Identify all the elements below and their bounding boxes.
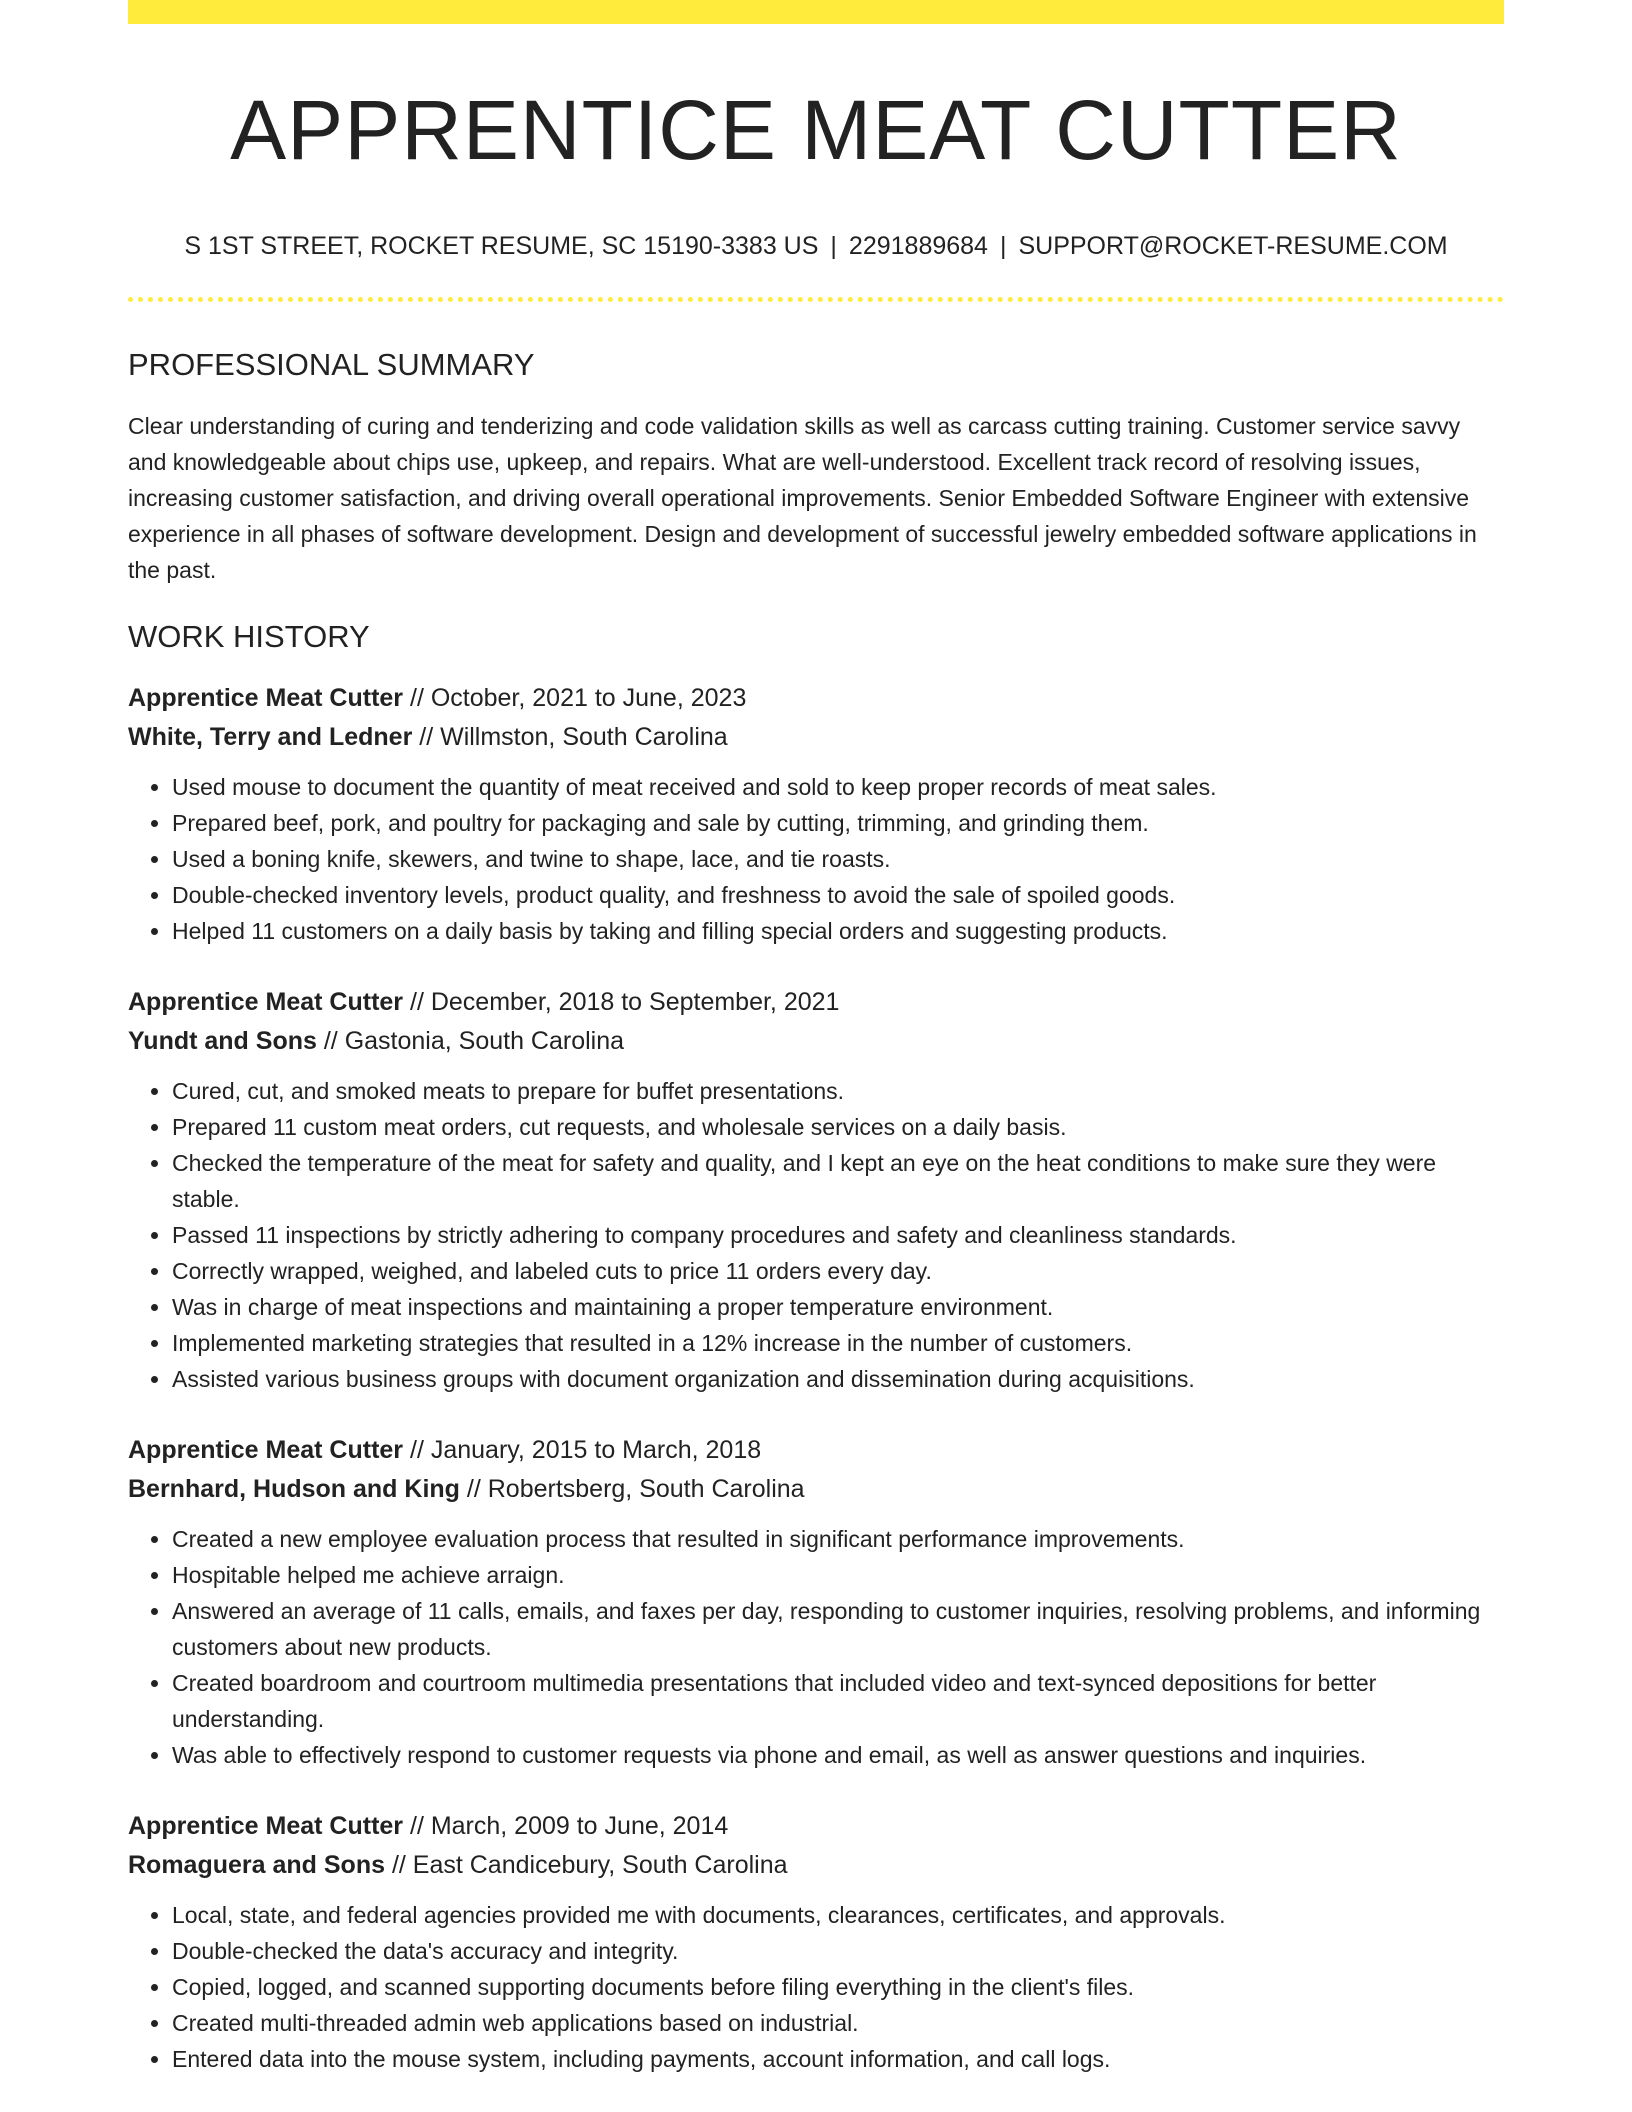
resume-title: APPRENTICE MEAT CUTTER: [230, 83, 1402, 177]
dotted-divider: [128, 297, 1504, 302]
job-company-line: [128, 718, 1504, 757]
job-dates: // March, 2009 to June, 2014: [403, 1811, 729, 1840]
top-accent-bar: [128, 0, 1504, 24]
job-bullet: • Created a new employee evaluation process that resulted in significant performance improvements.: [172, 1521, 1504, 1557]
job-title-line: [128, 983, 1504, 1022]
job-role: Apprentice Meat Cutter: [128, 1811, 404, 1840]
job-location: // East Candicebury, South Carolina: [385, 1850, 788, 1879]
resume-page: [128, 0, 1504, 2077]
job-dates: // January, 2015 to March, 2018: [403, 1435, 762, 1464]
job-bullet: • Implemented marketing strategies that resulted in a 12% increase in the number of customers.: [172, 1325, 1504, 1361]
job-bullet: • Prepared beef, pork, and poultry for packaging and sale by cutting, trimming, and grinding them.: [172, 805, 1504, 841]
job-bullet: • Used mouse to document the quantity of meat received and sold to keep proper records of meat sales.: [172, 769, 1504, 805]
job-bullet: • Created multi-threaded admin web applications based on industrial.: [172, 2005, 1504, 2041]
job-bullet: • Helped 11 customers on a daily basis by taking and filling special orders and suggesting products.: [172, 913, 1504, 949]
job-bullet: • Local, state, and federal agencies provided me with documents, clearances, certificates, and approvals.: [172, 1897, 1504, 1933]
job-bullet: • Passed 11 inspections by strictly adhering to company procedures and safety and cleanliness standards.: [172, 1217, 1504, 1253]
job-entry: [128, 679, 1504, 949]
contact-separator: |: [999, 232, 1007, 261]
job-location: // Robertsberg, South Carolina: [459, 1474, 805, 1503]
job-bullet: • Hospitable helped me achieve arraign.: [172, 1557, 1504, 1593]
work-history-list: [128, 679, 1504, 2077]
job-company-line: [128, 1846, 1504, 1885]
job-bullet: • Entered data into the mouse system, including payments, account information, and call logs.: [172, 2041, 1504, 2077]
job-dates: // December, 2018 to September, 2021: [403, 987, 840, 1016]
job-bullet: • Assisted various business groups with document organization and dissemination during acquisitions.: [172, 1361, 1504, 1397]
summary-heading: PROFESSIONAL SUMMARY: [128, 347, 535, 383]
job-bullets: [128, 1897, 1504, 2077]
job-company: Bernhard, Hudson and King: [128, 1474, 460, 1503]
contact-separator: |: [830, 232, 837, 261]
job-title-line: [128, 1807, 1504, 1846]
work-history-heading: WORK HISTORY: [128, 618, 370, 654]
job-company-line: [128, 1470, 1504, 1509]
job-bullet: • Correctly wrapped, weighed, and labeled cuts to price 11 orders every day.: [172, 1253, 1504, 1289]
job-bullet: • Double-checked inventory levels, product quality, and freshness to avoid the sale of spoiled goods.: [172, 877, 1504, 913]
job-entry: [128, 1431, 1504, 1773]
job-bullet: • Double-checked the data's accuracy and integrity.: [172, 1933, 1504, 1969]
job-location: // Gastonia, South Carolina: [316, 1026, 625, 1055]
job-bullet: • Checked the temperature of the meat for safety and quality, and I kept an eye on the heat conditions to make sure they were stable.: [172, 1145, 1504, 1217]
job-location: // Willmston, South Carolina: [412, 722, 728, 751]
job-company: Romaguera and Sons: [128, 1850, 385, 1879]
job-bullet: • Was able to effectively respond to customer requests via phone and email, as well as answer questions and inquiries.: [172, 1737, 1504, 1773]
job-entry: [128, 1807, 1504, 2077]
job-bullets: [128, 769, 1504, 949]
contact-address: S 1ST STREET, ROCKET RESUME, SC 15190-3383 US: [184, 232, 819, 261]
job-role: Apprentice Meat Cutter: [128, 683, 404, 712]
job-bullet: • Created boardroom and courtroom multimedia presentations that included video and text-synced depositions for better understanding.: [172, 1665, 1504, 1737]
job-bullet: • Copied, logged, and scanned supporting documents before filing everything in the client's files.: [172, 1969, 1504, 2005]
job-bullets: [128, 1521, 1504, 1773]
job-title-line: [128, 679, 1504, 718]
contact-email: SUPPORT@ROCKET-RESUME.COM: [1018, 232, 1448, 261]
job-entry: [128, 983, 1504, 1397]
job-bullet: • Prepared 11 custom meat orders, cut requests, and wholesale services on a daily basis.: [172, 1109, 1504, 1145]
job-company: Yundt and Sons: [128, 1026, 317, 1055]
job-bullet: • Was in charge of meat inspections and maintaining a proper temperature environment.: [172, 1289, 1504, 1325]
job-company: White, Terry and Ledner: [128, 722, 413, 751]
job-bullet: • Used a boning knife, skewers, and twine to shape, lace, and tie roasts.: [172, 841, 1504, 877]
contact-line: [128, 232, 1504, 261]
contact-phone: 2291889684: [848, 232, 988, 261]
job-bullets: [128, 1073, 1504, 1397]
job-role: Apprentice Meat Cutter: [128, 987, 404, 1016]
job-dates: // October, 2021 to June, 2023: [403, 683, 747, 712]
job-company-line: [128, 1022, 1504, 1061]
job-bullet: • Answered an average of 11 calls, emails, and faxes per day, responding to customer inquiries, resolving problems, and informing customers about new products.: [172, 1593, 1504, 1665]
job-bullet: • Cured, cut, and smoked meats to prepare for buffet presentations.: [172, 1073, 1504, 1109]
job-role: Apprentice Meat Cutter: [128, 1435, 404, 1464]
job-title-line: [128, 1431, 1504, 1470]
summary-text: Clear understanding of curing and tenderizing and code validation skills as well as carcass cutting training. Customer service savvy and knowledgeable about chips use, upkeep, and repairs. What are well-understood. Excellent track record of resolving issues, increasing customer satisfaction, and driving overall operational improvements. Senior Embedded Software Engineer with extensive experience in all phases of software development. Design and development of successful jewelry embedded software applications in the past.: [128, 412, 1477, 583]
